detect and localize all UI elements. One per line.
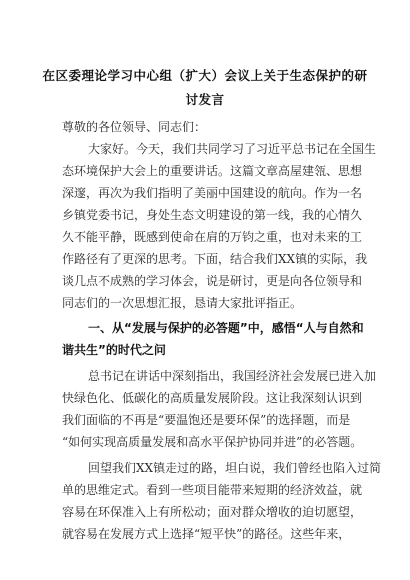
salutation: 尊敬的各位领导、同志们： — [62, 120, 207, 134]
section-heading-line-2: 谐共生”的时代之问 — [62, 343, 166, 357]
paragraph-1-line: 大家好。今天，我们共同学习了习近平总书记在全国生 — [88, 142, 377, 156]
paragraph-3-line: 单的思维定式。看到一些项目能带来短期的经济效益，就 — [62, 483, 363, 497]
paragraph-1-line: 谈几点不成熟的学习体会，说是研讨，更是向各位领导和 — [62, 274, 363, 288]
paragraph-3-line: 回望我们XX镇走过的路，坦白说，我们曾经也陷入过简 — [88, 461, 382, 475]
paragraph-3-line: 就容易在发展方式上选择“短平快”的路径。这些年来， — [62, 527, 351, 541]
paragraph-1-line: 同志们的一次思想汇报，恳请大家批评指正。 — [62, 296, 303, 310]
paragraph-1-line: 久不能平静，既感到使命在肩的万钧之重，也对未来的工 — [62, 230, 363, 244]
paragraph-1-line: 态环境保护大会上的重要讲话。这篇文章高屋建瓴、思想 — [62, 164, 363, 178]
paragraph-2-line: 快绿色化、低碳化的高质量发展阶段。这让我深刻认识到 — [62, 391, 363, 405]
paragraph-2-line: 我们面临的不再是“要温饱还是要环保”的选择题，而是 — [62, 413, 351, 427]
section-heading-line-1: 一、从“发展与保护的必答题”中，感悟“人与自然和 — [88, 321, 364, 335]
paragraph-1-line: 作路径有了更深的思考。下面，结合我们XX镇的实际，我 — [62, 252, 368, 266]
paragraph-1-line: 深邃，再次为我们指明了美丽中国建设的航向。作为一名 — [62, 186, 363, 200]
document-title-line-1: 在区委理论学习中心组（扩大）会议上关于生态保护的研 — [42, 68, 368, 83]
paragraph-2-line: 总书记在讲话中深刻指出，我国经济社会发展已进入加 — [88, 369, 377, 383]
document-title-line-2: 讨发言 — [185, 92, 225, 107]
paragraph-2-line: “如何实现高质量发展和高水平保护协同并进”的必答题。 — [62, 435, 363, 449]
paragraph-1-line: 乡镇党委书记，身处生态文明建设的第一线，我的心情久 — [62, 208, 363, 222]
paragraph-3-line: 容易在环保准入上有所松动；面对群众增收的迫切愿望， — [62, 505, 363, 519]
